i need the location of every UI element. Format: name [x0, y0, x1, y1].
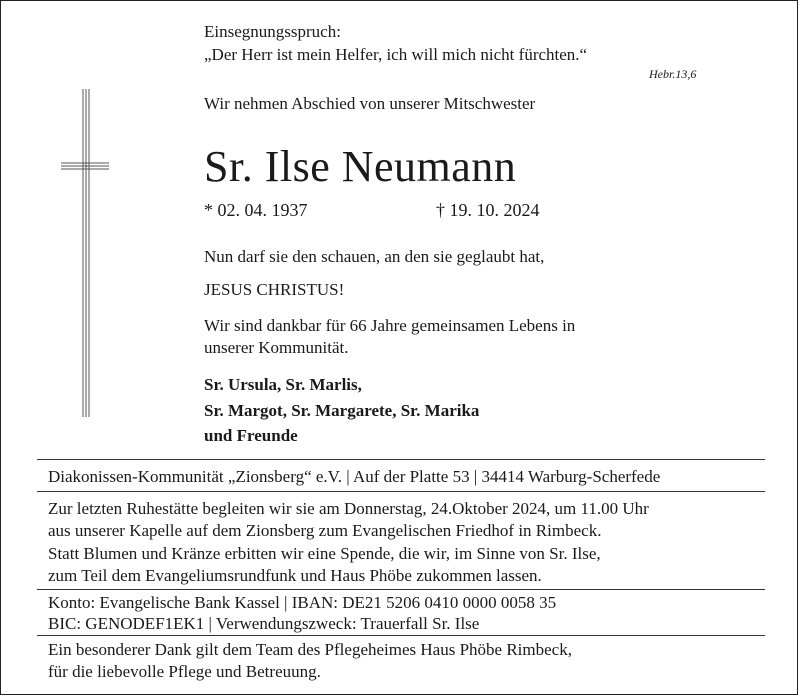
thanks-line-1: Ein besonderer Dank gilt dem Team des Pflegeheimes Haus Phöbe Rimbeck, — [48, 640, 572, 659]
divider — [37, 459, 765, 460]
mourners-line-3: und Freunde — [204, 426, 298, 445]
donation-line-1: Statt Blumen und Kränze erbitten wir eine Spende, die wir, im Sinne von Sr. Ilse, — [48, 544, 601, 563]
mourners-line-2: Sr. Margot, Sr. Margarete, Sr. Marika — [204, 401, 480, 420]
account-line-1: Konto: Evangelische Bank Kassel | IBAN: DE21 5206 0410 0000 0058 35 — [48, 593, 557, 612]
cross-icon — [61, 89, 109, 417]
faith-line-1: Nun darf sie den schauen, an den sie geglaubt hat, — [204, 247, 545, 266]
account-line-2: BIC: GENODEF1EK1 | Verwendungszweck: Trauerfall Sr. Ilse — [48, 614, 480, 633]
deceased-name: Sr. Ilse Neumann — [204, 142, 517, 191]
divider — [37, 491, 765, 492]
burial-line-1: Zur letzten Ruhestätte begleiten wir sie am Donnerstag, 24.Oktober 2024, um 11.00 Uhr — [48, 499, 649, 518]
birth-date: * 02. 04. 1937 — [204, 200, 308, 220]
divider — [37, 589, 765, 590]
faith-line-2: JESUS CHRISTUS! — [204, 280, 345, 299]
thanks-line-2: für die liebevolle Pflege und Betreuung. — [48, 662, 321, 681]
burial-line-2: aus unserer Kapelle auf dem Zionsberg zum Evangelischen Friedhof in Rimbeck. — [48, 521, 602, 540]
mourners-line-1: Sr. Ursula, Sr. Marlis, — [204, 375, 362, 394]
divider — [37, 635, 765, 636]
death-date: † 19. 10. 2024 — [436, 200, 540, 220]
motto-quote: „Der Herr ist mein Helfer, ich will mich nicht fürchten.“ — [204, 45, 588, 64]
gratitude-line-1: Wir sind dankbar für 66 Jahre gemeinsamen Lebens in — [204, 316, 576, 335]
intro-text: Wir nehmen Abschied von unserer Mitschwester — [204, 94, 536, 113]
gratitude-line-2: unserer Kommunität. — [204, 338, 349, 357]
motto-reference: Hebr.13,6 — [649, 67, 697, 81]
motto-label: Einsegnungsspruch: — [204, 22, 341, 41]
address-line: Diakonissen-Kommunität „Zionsberg“ e.V. | Auf der Platte 53 | 34414 Warburg-Scherfede — [48, 467, 661, 486]
donation-line-2: zum Teil dem Evangeliumsrundfunk und Haus Phöbe zukommen lassen. — [48, 566, 542, 585]
